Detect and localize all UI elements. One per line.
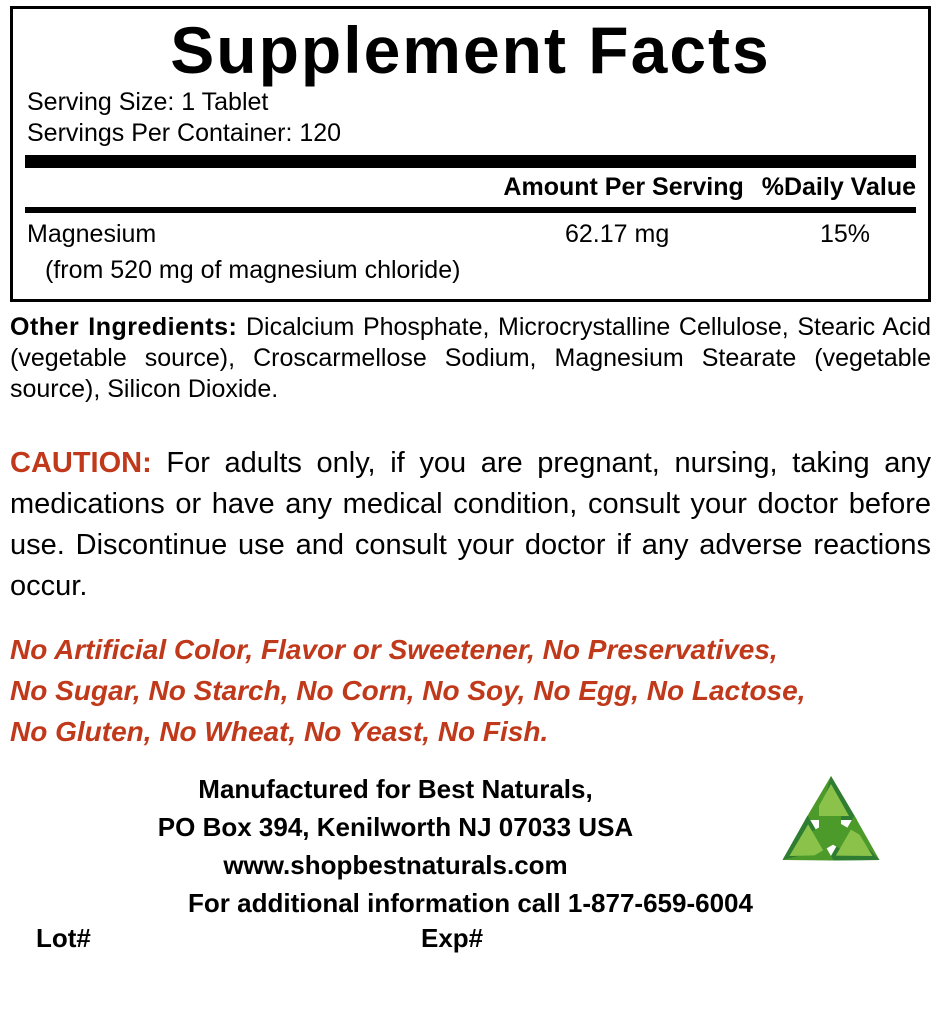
lot-exp-row — [8, 922, 933, 954]
free-from-claims — [10, 629, 931, 752]
caution-text: For adults only, if you are pregnant, nursing, taking any medications or have any medical condition, consult your doctor before use. Discontinue use and consult your doctor if any adverse reactions occur. — [10, 447, 931, 602]
divider-thick — [25, 155, 916, 168]
nutrient-source: (from 520 mg of magnesium chloride) — [45, 256, 461, 284]
nutrient-name: Magnesium — [27, 220, 157, 248]
phone-line: For additional information call 1-877-659-6004 — [188, 888, 753, 918]
caution-keyword: CAUTION: — [10, 447, 152, 479]
column-header-amount: Amount Per Serving — [503, 173, 744, 201]
footer — [8, 770, 933, 953]
nutrient-amount: 62.17 mg — [565, 220, 670, 248]
claims-line-1: No Artificial Color, Flavor or Sweetener, No Preservatives, — [10, 634, 778, 665]
panel-title: Supplement Facts — [170, 13, 771, 87]
exp-label: Exp# — [421, 923, 484, 953]
claims-line-3: No Gluten, No Wheat, No Yeast, No Fish. — [10, 716, 549, 747]
table-row — [25, 213, 916, 251]
nutrient-daily-value: 15% — [820, 220, 871, 248]
column-headers — [25, 168, 916, 207]
serving-size: Serving Size: 1 Tablet — [27, 88, 269, 116]
supplement-facts-panel — [10, 6, 931, 302]
servings-per-container: Servings Per Container: 120 — [27, 119, 342, 147]
claims-line-2: No Sugar, No Starch, No Corn, No Soy, No Egg, No Lactose, — [10, 675, 806, 706]
other-ingredients-text: Dicalcium Phosphate, Microcrystalline Cellulose, Stearic Acid (vegetable source), Croscarmellose Sodium, Magnesium Stearate (vegetable source), Silicon Dioxide. — [10, 313, 931, 403]
website-link[interactable]: www.shopbestnaturals.com — [223, 850, 568, 880]
column-header-daily-value: %Daily Value — [761, 173, 916, 201]
other-ingredients — [10, 312, 931, 405]
manufacturer-line: Manufactured for Best Naturals, — [198, 774, 593, 804]
other-ingredients-heading: Other Ingredients: — [10, 313, 238, 341]
caution-statement — [10, 443, 931, 607]
recycle-icon — [761, 770, 901, 890]
lot-label: Lot# — [36, 923, 91, 953]
address-line: PO Box 394, Kenilworth NJ 07033 USA — [157, 812, 634, 842]
